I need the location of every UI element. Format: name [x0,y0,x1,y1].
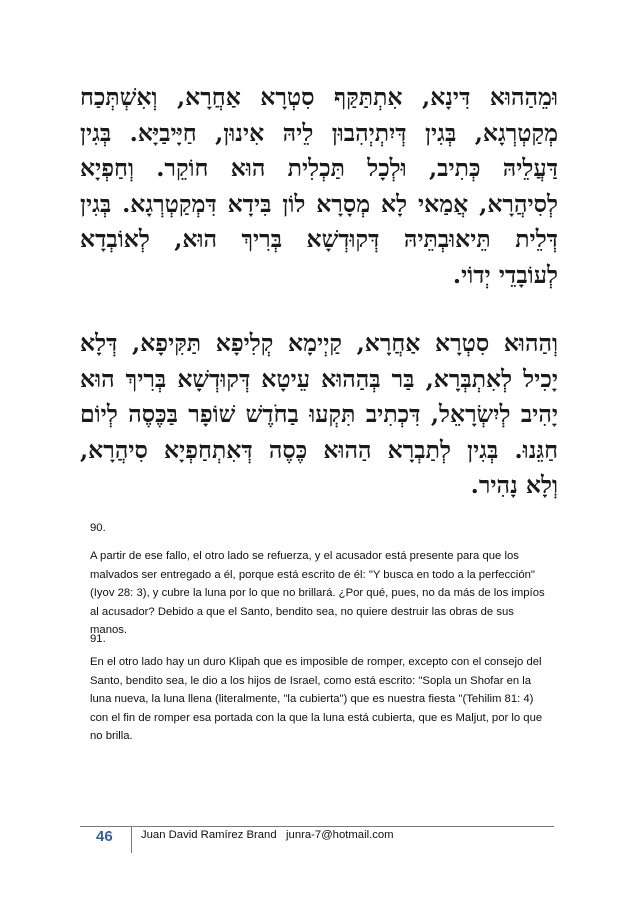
hebrew-line: יָכִיל לְאִתְבְּרָא, בַּר בְּהַהוּא עֵיטָא דְּקוּדְשָׁא בְּרִיךְ הוּא [80,364,558,393]
section-paragraph-90: A partir de ese fallo, el otro lado se refuerza, y el acusador está presente para que los malvados ser entregado a él, porque está escrito de él: "Y busca en todo a la perfección" (Iyov 28: 3), y cubre la luna por lo que no brillará. ¿Por qué, pues, no da más de los impíos al acusador? Debido a que el Santo, bendito sea, no quiere destruir las obras de sus manos. [90,550,545,637]
hebrew-line: מְקַטְרְגָא, בְּגִין דְּיִתְיְהִבוּן לֵיהּ אִינוּן, חַיָּיבַיָּא. בְּגִין [80,118,558,147]
hebrew-line: דַּעֲלֵיהּ כְּתִיב, וּלְכָל תַּכְלִית הוּא חוֹקֵר. וְחַפְיָא [80,154,558,182]
hebrew-line: חַגֵּנוּ. בְּגִין לְתַבְרָא הַהוּא כֶּסֶה דְּאִתְחַפְיָא סִיהֲרָא, [80,435,558,464]
section-number-90: 90. [90,522,106,534]
hebrew-passage-91 [80,326,558,504]
footer-separator [131,826,132,853]
hebrew-line: וְלָא נָהִיר. [470,471,558,499]
section-paragraph-91: En el otro lado hay un duro Klipah que es imposible de romper, excepto con el consejo del Santo, bendito sea, le dio a los hijos de Israel, como está escrito: "Sopla un Shofar en la luna nueva, la luna llena (literalmente, "la cubierta") que es nuestra fiesta "(Tehilim 81: 4) con el fin de romper esa portada con la que la luna está cubierta, que es Maljut, por lo que no brilla. [90,656,543,743]
hebrew-line: וּמֵהַהוּא דִּינָא, אִתְתַּקַּף סִטְרָא אַחֲרָא, וְאִשְׁתְּכַח [80,83,558,111]
footer-rule [80,826,554,827]
hebrew-line: יָהִיב לְיִשְׂרָאֵל, דִּכְתִיב תִּקְעוּ בַחֹדֶשׁ שׁוֹפָר בַּכֶּסֶה לְיוֹם [80,400,558,428]
section-number-91: 91. [90,633,106,645]
hebrew-line: לְעוֹבָדֵי יְדוֹי. [452,260,558,289]
hebrew-line: דְּלֵית תֵּיאוּבְתֵּיהּ דְּקוּדְשָׁא בְּרִיךְ הוּא, לְאוֹבְדָא [80,225,558,253]
hebrew-passage-90 [80,80,558,293]
hebrew-line: לְסִיהֲרָא, אֲמַאי לָא מְסָרָא לוֹן בִּידָא דִּמְקַטְרְגָא. בְּגִין [80,189,558,218]
hebrew-line: וְהַהוּא סִטְרָא אַחֲרָא, קַיְימָא קְלִיפָא תַּקִּיפָא, דְּלָא [80,329,558,357]
page-number: 46 [96,828,113,845]
footer-author: Juan David Ramírez Brand junra-7@hotmail.com [141,829,394,841]
